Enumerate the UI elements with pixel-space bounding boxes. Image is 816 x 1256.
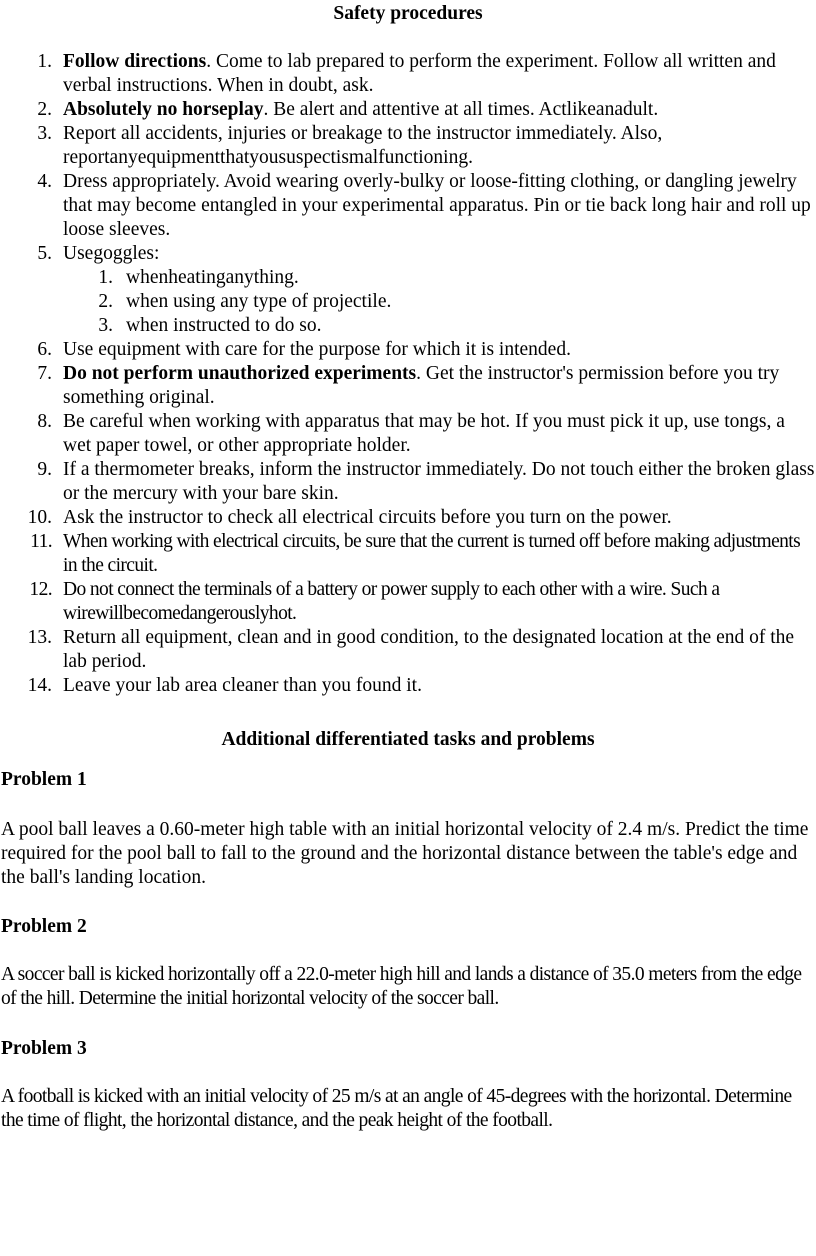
rule-item	[0, 338, 816, 362]
rule-item	[0, 362, 816, 410]
rule-number: 11.	[30, 531, 52, 552]
rule-item	[0, 122, 816, 170]
rule-item	[0, 458, 816, 506]
safety-rules-list	[0, 50, 816, 698]
rule-number: 14.	[27, 675, 52, 696]
rule-number: 13.	[27, 627, 52, 648]
rule-number: 6.	[37, 339, 52, 360]
sub-number: 2.	[98, 291, 113, 312]
sub-item	[0, 314, 816, 338]
rule-number: 2.	[37, 99, 52, 120]
problem-1-text: A pool ball leaves a 0.60-meter high table with an initial horizontal velocity of 2.4 m/s. Predict the time required for the pool ball to fall to the ground and the horizontal distance between the table's edge and the ball's landing location.	[1, 819, 809, 888]
rule-text: Leave your lab area cleaner than you found it.	[63, 675, 422, 696]
rule-item	[0, 410, 816, 458]
sub-item	[0, 266, 816, 290]
rule-number: 8.	[37, 411, 52, 432]
rule-item	[0, 626, 816, 674]
sub-number: 1.	[98, 267, 113, 288]
rule-number: 12.	[29, 579, 52, 600]
tasks-section-title: Additional differentiated tasks and problems	[221, 729, 595, 750]
rule-number: 10.	[27, 507, 52, 528]
sub-text: when instructed to do so.	[126, 315, 322, 336]
rule-item	[0, 578, 816, 626]
rule-text: Report all accidents, injuries or breakage to the instructor immediately. Also, reportanyequipmentthatyoususpectismalfunctioning.	[63, 123, 663, 168]
rule-lead: Follow directions	[63, 51, 207, 72]
safety-procedures-title: Safety procedures	[333, 3, 483, 24]
rule-text: When working with electrical circuits, be sure that the current is turned off before making adjustments in the circuit.	[63, 531, 801, 576]
problem-1-heading: Problem 1	[1, 769, 87, 790]
rule-text: Do not connect the terminals of a battery or power supply to each other with a wire. Such a wirewillbecomedangerouslyhot.	[63, 579, 720, 624]
sub-number: 3.	[98, 315, 113, 336]
problem-2-heading: Problem 2	[1, 916, 87, 937]
rule-number: 1.	[37, 51, 52, 72]
rule-text: Dress appropriately. Avoid wearing overly-bulky or loose-fitting clothing, or dangling jewelry that may become entangled in your experimental apparatus. Pin or tie back long hair and roll up loose sleeves.	[63, 171, 811, 240]
rule-text: Be careful when working with apparatus that may be hot. If you must pick it up, use tongs, a wet paper towel, or other appropriate holder.	[63, 411, 785, 456]
rule-item	[0, 506, 816, 530]
rule-text: If a thermometer breaks, inform the instructor immediately. Do not touch either the broken glass or the mercury with your bare skin.	[63, 459, 815, 504]
rule-item	[0, 50, 816, 98]
problem-2-text: A soccer ball is kicked horizontally off a 22.0-meter high hill and lands a distance of 35.0 meters from the edge of the hill. Determine the initial horizontal velocity of the soccer ball.	[1, 964, 802, 1009]
sub-text: whenheatinganything.	[126, 267, 299, 288]
rule-text: Usegoggles:	[63, 243, 160, 264]
sub-item	[0, 290, 816, 314]
rule-text: Use equipment with care for the purpose for which it is intended.	[63, 339, 571, 360]
rule-text: Ask the instructor to check all electrical circuits before you turn on the power.	[63, 507, 672, 528]
rule-item	[0, 242, 816, 338]
rule-lead: Absolutely no horseplay	[63, 99, 264, 120]
rule-text: . Be alert and attentive at all times. Actlikeanadult.	[263, 99, 659, 120]
problem-3-text: A football is kicked with an initial velocity of 25 m/s at an angle of 45-degrees with the horizontal. Determine the time of flight, the horizontal distance, and the peak height of the football.	[1, 1086, 792, 1131]
rule-number: 3.	[37, 123, 52, 144]
rule-item	[0, 530, 816, 578]
problem-3-heading: Problem 3	[1, 1038, 87, 1059]
rule-item	[0, 170, 816, 242]
rule-text: . Come to lab prepared to perform the experiment. Follow all written and verbal instructions. When in doubt, ask.	[63, 51, 776, 96]
rule-item	[0, 98, 816, 122]
rule-number: 4.	[37, 171, 52, 192]
sub-text: when using any type of projectile.	[126, 291, 392, 312]
rule-text: Return all equipment, clean and in good condition, to the designated location at the end of the lab period.	[63, 627, 795, 672]
goggles-sublist	[63, 266, 816, 338]
rule-text: . Get the instructor's permission before you try something original.	[63, 363, 780, 408]
rule-number: 9.	[37, 459, 52, 480]
rule-lead: Do not perform unauthorized experiments	[63, 363, 417, 384]
rule-number: 5.	[37, 243, 52, 264]
rule-number: 7.	[37, 363, 52, 384]
rule-item	[0, 674, 816, 698]
